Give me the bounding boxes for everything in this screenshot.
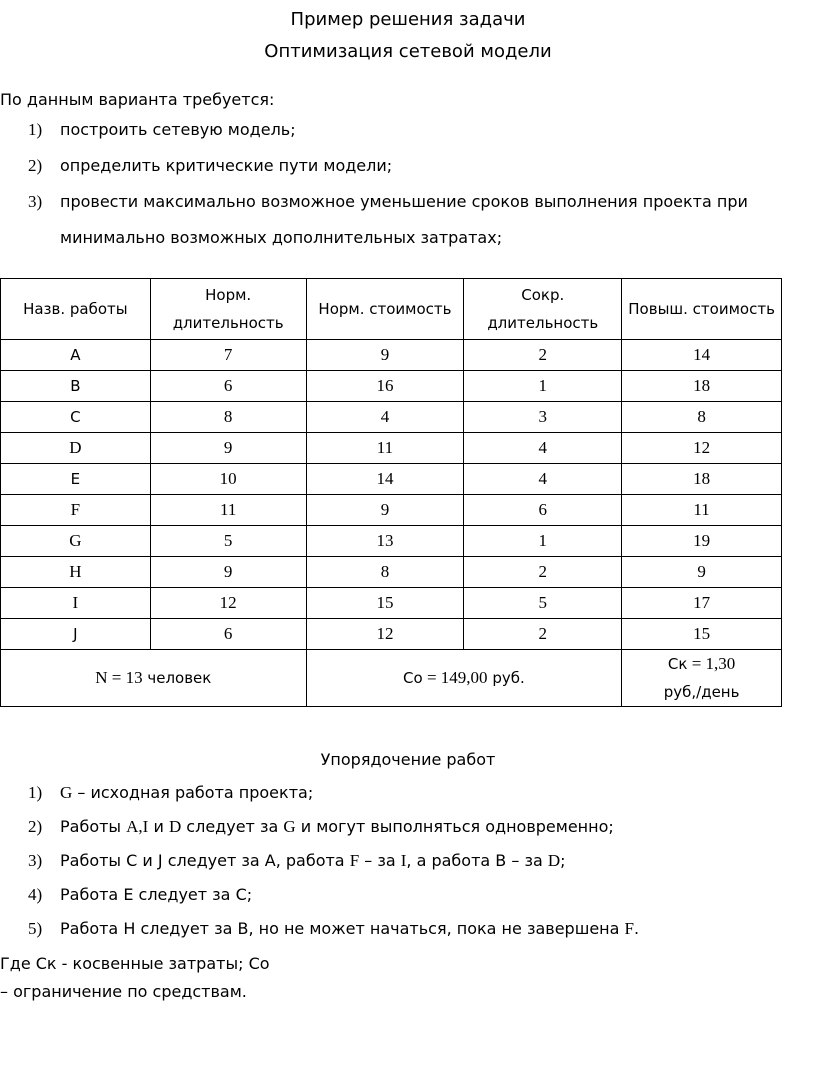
ordering-text: Работы A,I и D следует за G и могут выполняться одновременно; [60, 817, 614, 836]
cell-norm-duration: 7 [150, 340, 306, 371]
ordering-item [0, 912, 816, 946]
table-row [1, 619, 782, 650]
footer-indirect-cost [622, 650, 782, 707]
footer-workers [1, 650, 307, 707]
cell-norm-duration: 9 [150, 433, 306, 464]
title-line-1: Пример решения задачи [290, 9, 526, 30]
task-list [0, 112, 816, 256]
cell-short-duration: 4 [464, 433, 622, 464]
cell-short-duration: 2 [464, 340, 622, 371]
header-work-name: Назв. работы [1, 279, 151, 340]
cell-norm-duration: 5 [150, 526, 306, 557]
cell-work-name: H [1, 557, 151, 588]
ordering-text: Работа H следует за B, но не может начаться, пока не завершена F. [60, 919, 640, 938]
task-number: 2) [28, 156, 43, 175]
task-text: определить критические пути модели; [60, 156, 393, 175]
table-row [1, 371, 782, 402]
task-number: 3) [28, 192, 43, 211]
header-norm-duration: Норм. длительность [150, 279, 306, 340]
cell-short-duration: 6 [464, 495, 622, 526]
ordering-item [0, 776, 816, 810]
ordering-text: Работы C и J следует за A, работа F – за I, а работа B – за D; [60, 851, 566, 870]
footer-indirect-value: = 1,30 [687, 654, 736, 673]
ordering-title: Упорядочение работ [320, 750, 496, 769]
cell-increased-cost: 12 [622, 433, 782, 464]
header-short-duration: Сокр. длительность [464, 279, 622, 340]
cell-short-duration: 5 [464, 588, 622, 619]
footer-budget-label: Со [403, 669, 423, 687]
cell-work-name: C [1, 402, 151, 433]
cell-work-name: E [1, 464, 151, 495]
table-header-row [1, 279, 782, 340]
header-norm-cost: Норм. стоимость [306, 279, 464, 340]
footer-indirect-label: Ск [667, 655, 688, 673]
document-title [0, 4, 816, 68]
cell-increased-cost: 11 [622, 495, 782, 526]
ordering-number: 5) [28, 919, 43, 938]
cell-short-duration: 1 [464, 371, 622, 402]
footnote-line-2: – ограничение по средствам. [0, 982, 247, 1001]
cell-increased-cost: 19 [622, 526, 782, 557]
table-footer-row [1, 650, 782, 707]
cell-work-name: A [1, 340, 151, 371]
cell-short-duration: 2 [464, 557, 622, 588]
ordering-list [0, 776, 816, 946]
ordering-number: 3) [28, 851, 43, 870]
cell-short-duration: 2 [464, 619, 622, 650]
cell-work-name: F [1, 495, 151, 526]
cell-norm-cost: 9 [306, 340, 464, 371]
cell-norm-duration: 12 [150, 588, 306, 619]
task-text: построить сетевую модель; [60, 120, 296, 139]
cell-increased-cost: 17 [622, 588, 782, 619]
cell-norm-duration: 6 [150, 371, 306, 402]
cell-increased-cost: 18 [622, 464, 782, 495]
work-table [0, 278, 782, 707]
ordering-text: G – исходная работа проекта; [60, 783, 314, 802]
cell-norm-duration: 9 [150, 557, 306, 588]
cell-work-name: B [1, 371, 151, 402]
footnote [0, 950, 270, 1006]
cell-norm-cost: 11 [306, 433, 464, 464]
cell-short-duration: 3 [464, 402, 622, 433]
cell-norm-cost: 14 [306, 464, 464, 495]
cell-norm-cost: 13 [306, 526, 464, 557]
footer-budget-unit: руб. [487, 669, 525, 687]
task-item [0, 148, 816, 184]
cell-norm-cost: 16 [306, 371, 464, 402]
cell-work-name: J [1, 619, 151, 650]
ordering-item [0, 810, 816, 844]
cell-norm-duration: 11 [150, 495, 306, 526]
cell-increased-cost: 8 [622, 402, 782, 433]
cell-work-name: G [1, 526, 151, 557]
ordering-number: 4) [28, 885, 43, 904]
footer-budget [306, 650, 622, 707]
table-row [1, 495, 782, 526]
ordering-item [0, 878, 816, 912]
task-text: провести максимально возможное уменьшение сроков выполнения проекта при минимально возможных дополнительных затратах; [60, 192, 748, 247]
table-row [1, 433, 782, 464]
cell-increased-cost: 15 [622, 619, 782, 650]
ordering-text: Работа E следует за C; [60, 885, 253, 904]
task-number: 1) [28, 120, 43, 139]
ordering-number: 1) [28, 783, 43, 802]
footer-workers-unit: человек [142, 669, 212, 687]
intro-text: По данным варианта требуется: [0, 90, 275, 109]
table-row [1, 464, 782, 495]
cell-norm-cost: 4 [306, 402, 464, 433]
cell-increased-cost: 14 [622, 340, 782, 371]
cell-norm-duration: 10 [150, 464, 306, 495]
cell-norm-cost: 12 [306, 619, 464, 650]
cell-short-duration: 1 [464, 526, 622, 557]
cell-norm-duration: 8 [150, 402, 306, 433]
task-item [0, 112, 816, 148]
footer-indirect-unit: руб,/день [663, 683, 740, 701]
table-row [1, 340, 782, 371]
header-increased-cost: Повыш. стоимость [622, 279, 782, 340]
title-line-2: Оптимизация сетевой модели [264, 41, 552, 62]
cell-work-name: D [1, 433, 151, 464]
table-row [1, 588, 782, 619]
cell-norm-cost: 8 [306, 557, 464, 588]
cell-increased-cost: 18 [622, 371, 782, 402]
cell-norm-cost: 9 [306, 495, 464, 526]
ordering-item [0, 844, 816, 878]
cell-increased-cost: 9 [622, 557, 782, 588]
cell-short-duration: 4 [464, 464, 622, 495]
cell-norm-cost: 15 [306, 588, 464, 619]
task-item [0, 184, 816, 256]
footer-workers-value: N = 13 [95, 668, 143, 687]
cell-norm-duration: 6 [150, 619, 306, 650]
footnote-line-1: Где Ск - косвенные затраты; Со [0, 954, 270, 973]
cell-work-name: I [1, 588, 151, 619]
table-row [1, 402, 782, 433]
table-row [1, 526, 782, 557]
table-row [1, 557, 782, 588]
ordering-number: 2) [28, 817, 43, 836]
footer-budget-value: = 149,00 [422, 668, 488, 687]
